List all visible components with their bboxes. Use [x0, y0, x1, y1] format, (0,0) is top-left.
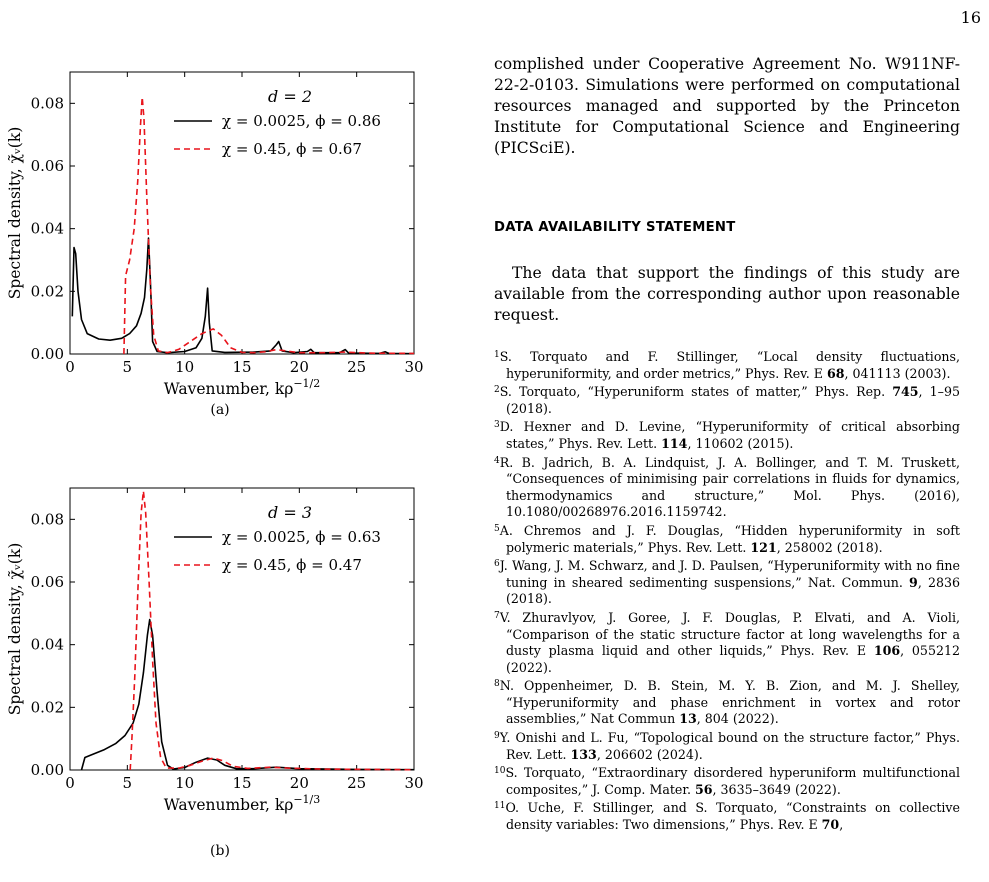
- legend-title: d = 2: [268, 87, 312, 106]
- series-line-1: [72, 238, 414, 354]
- y-tick-label: 0.08: [30, 94, 64, 113]
- right-column: [494, 54, 960, 836]
- reference-tail: , 258002 (2018).: [776, 539, 883, 555]
- reference-tail: , 055212 (2022).: [506, 643, 960, 675]
- y-tick-label: 0.02: [30, 282, 64, 301]
- reference-volume: 68: [826, 365, 845, 381]
- reference-number: 9: [494, 731, 500, 742]
- reference-volume: 70: [821, 817, 840, 833]
- x-tick-label: 25: [347, 358, 367, 376]
- reference-volume: 9: [909, 574, 918, 590]
- y-tick-label: 0.04: [30, 635, 64, 654]
- x-axis-label-main: Wavenumber, kρ: [163, 380, 294, 398]
- x-tick-label: 30: [404, 774, 424, 792]
- reference-tail: , 1–95 (2018).: [506, 384, 961, 416]
- figure-a-plot: [0, 70, 440, 400]
- reference-tail: , 2836 (2018).: [506, 574, 960, 607]
- y-tick-label: 0.06: [30, 157, 64, 175]
- reference-tail: , 804 (2022).: [696, 711, 779, 727]
- y-tick-label: 0.00: [30, 345, 64, 363]
- reference-volume: 745: [892, 384, 919, 400]
- x-tick-label: 10: [175, 358, 195, 376]
- figure-a: [0, 70, 440, 400]
- reference-text: S. Torquato, “Hyperuniform states of matter,” Phys. Rep.: [499, 384, 893, 400]
- reference-tail: ,: [839, 817, 844, 833]
- x-tick-label: 15: [232, 358, 252, 376]
- reference-number: 5: [494, 523, 500, 534]
- reference-text: V. Zhuravlyov, J. Goree, J. F. Douglas, P. Elvati, and A. Violi, “Comparison of the static structure factor at long wavelengths for a dusty plasma liquid and other liquids,” Phys. Rev. E: [499, 609, 960, 659]
- reference-volume: 56: [695, 781, 713, 797]
- x-tick-label: 0: [65, 774, 75, 792]
- y-axis-label: Spectral density, χ̃ᵥ(k): [6, 542, 24, 716]
- reference-tail: , 041113 (2003).: [844, 365, 951, 381]
- reference-tail: , 206602 (2024).: [596, 746, 703, 762]
- figure-b-plot: [0, 486, 440, 816]
- reference-text: R. B. Jadrich, B. A. Lindquist, J. A. Bollinger, and T. M. Truskett, “Consequences of minimising pair correlations in fluids for dynamics, thermodynamics and structure,” Mol. Phys. (2016), 10.1080/00268976.2016.1159742.: [499, 454, 960, 520]
- reference-number: 1: [494, 350, 500, 360]
- x-axis-label-main: Wavenumber, kρ: [163, 796, 294, 814]
- reference-text: N. Oppenheimer, D. B. Stein, M. Y. B. Zion, and M. J. Shelley, “Hyperuniformity and phase enrichment in vortex and rotor assemblies,” Nat Commun: [499, 678, 960, 727]
- x-tick-label: 30: [404, 358, 424, 376]
- y-tick-label: 0.04: [30, 219, 64, 238]
- y-tick-label: 0.08: [30, 510, 64, 529]
- reference-volume: 121: [750, 539, 777, 555]
- reference-text: S. Torquato, “Extraordinary disordered hyperuniform multifunctional composites,” J. Comp. Mater.: [505, 765, 960, 797]
- reference-text: O. Uche, F. Stillinger, and S. Torquato, “Constraints on collective density variables: Two dimensions,” Phys. Rev. E: [505, 800, 960, 833]
- reference-volume: 114: [661, 435, 688, 451]
- reference-tail: , 110602 (2015).: [687, 435, 794, 451]
- reference-number: 4: [494, 455, 500, 466]
- reference-number: 2: [494, 385, 500, 396]
- x-tick-label: 20: [289, 358, 309, 376]
- page-number: 16: [960, 8, 981, 27]
- reference-number: 3: [494, 420, 500, 431]
- reference-item: [494, 419, 960, 452]
- legend-label-2: χ = 0.45, ϕ = 0.67: [222, 140, 362, 158]
- reference-item: [494, 765, 960, 798]
- reference-item: [494, 455, 960, 521]
- reference-item: [494, 800, 960, 833]
- series-line-2: [124, 97, 414, 354]
- x-tick-label: 25: [347, 774, 367, 792]
- reference-number: 11: [494, 801, 506, 812]
- figure-a-caption: (a): [210, 402, 230, 418]
- reference-number: 8: [494, 679, 500, 690]
- legend-title: d = 3: [268, 503, 312, 522]
- reference-text: S. Torquato and F. Stillinger, “Local density fluctuations, hyperuniformity, and order metrics,” Phys. Rev. E: [499, 349, 960, 381]
- reference-volume: 106: [873, 643, 901, 659]
- y-tick-label: 0.06: [30, 573, 64, 591]
- y-tick-label: 0.00: [30, 761, 64, 779]
- reference-tail: , 3635–3649 (2022).: [712, 781, 841, 797]
- reference-item: [494, 523, 960, 556]
- reference-text: J. Wang, J. M. Schwarz, and J. D. Paulsen, “Hyperuniformity with no fine tuning in sheared sedimenting suspensions,” Nat. Commun.: [499, 558, 960, 590]
- reference-item: [494, 610, 960, 676]
- x-tick-label: 5: [122, 774, 133, 792]
- legend-label-1: χ = 0.0025, ϕ = 0.63: [222, 528, 381, 546]
- data-availability-text: The data that support the findings of this study are available from the corresponding author upon reasonable request.: [494, 264, 960, 324]
- section-heading: DATA AVAILABILITY STATEMENT: [494, 220, 736, 235]
- x-axis-label-exponent: −1/3: [293, 793, 321, 806]
- reference-item: [494, 730, 960, 763]
- y-tick-label: 0.02: [30, 698, 64, 717]
- reference-number: 10: [494, 766, 506, 777]
- acknowledgement-text: complished under Cooperative Agreement No. W911NF-22-2-0103. Simulations were performed on computational resources managed and supported by the Princeton Institute for Computational Science and Engineering (PICSciE).: [494, 55, 960, 157]
- reference-number: 7: [494, 610, 500, 621]
- reference-text: A. Chremos and J. F. Douglas, “Hidden hyperuniformity in soft polymeric materials,” Phys. Rev. Lett.: [499, 522, 960, 555]
- figure-b-caption: (b): [210, 843, 230, 859]
- reference-text: Y. Onishi and L. Fu, “Topological bound on the structure factor,” Phys. Rev. Lett.: [499, 730, 960, 762]
- reference-volume: 133: [570, 746, 597, 762]
- reference-item: [494, 349, 960, 382]
- y-axis-label: Spectral density, χ̃ᵥ(k): [6, 126, 24, 300]
- x-tick-label: 0: [65, 358, 75, 376]
- x-tick-label: 15: [232, 774, 252, 792]
- reference-number: 6: [494, 559, 500, 570]
- x-axis-label: [164, 377, 321, 398]
- x-tick-label: 10: [175, 774, 195, 792]
- x-axis-label-exponent: −1/2: [293, 377, 321, 390]
- reference-volume: 13: [679, 711, 697, 727]
- legend-label-2: χ = 0.45, ϕ = 0.47: [222, 556, 362, 574]
- x-tick-label: 5: [122, 358, 133, 376]
- reference-item: [494, 678, 960, 728]
- x-axis-label: [164, 793, 321, 814]
- reference-item: [494, 384, 960, 417]
- figure-b: [0, 486, 440, 816]
- legend-label-1: χ = 0.0025, ϕ = 0.86: [222, 112, 381, 130]
- reference-list: [494, 349, 960, 834]
- reference-text: D. Hexner and D. Levine, “Hyperuniformity of critical absorbing states,” Phys. Rev. Lett.: [499, 419, 960, 451]
- x-tick-label: 20: [289, 774, 309, 792]
- reference-item: [494, 558, 960, 608]
